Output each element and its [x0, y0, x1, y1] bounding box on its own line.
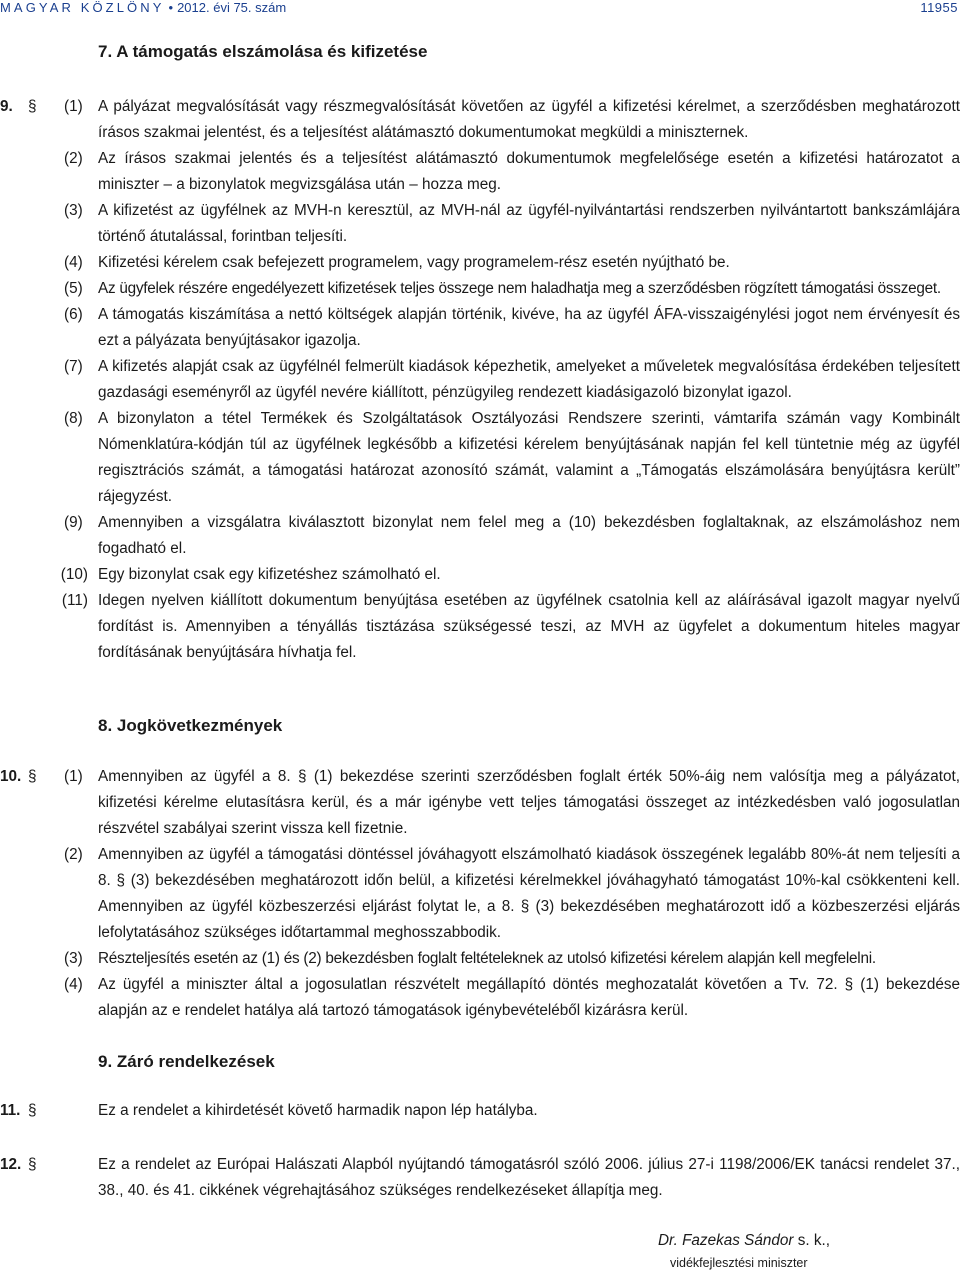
item-text: Részteljesítés esetén az (1) és (2) bekezdésben foglalt feltételeknek az utolsó kifizetési kérelem alapján kell megfelelni.: [98, 950, 876, 967]
item-text: Amennyiben a vizsgálatra kiválasztott bizonylat nem felel meg a (10) bekezdésben foglaltaknak, az elszámoláshoz nem fogadható el.: [98, 514, 960, 557]
item-number: (4): [64, 254, 83, 271]
section-symbol: §: [28, 98, 37, 115]
header-bullet: •: [168, 0, 174, 15]
section-8-body: [0, 764, 960, 1024]
page-number: 11955: [920, 0, 958, 15]
paragraph-number: 12.: [0, 1156, 22, 1173]
paragraph-11: [0, 1098, 960, 1124]
paragraph-9-item-6: [0, 302, 960, 354]
item-number: (5): [64, 280, 83, 297]
issue-number: 2012. évi 75. szám: [177, 0, 287, 15]
item-text: Az ügyfelek részére engedélyezett kifizetések teljes összege nem haladhatja meg a szerződésben rögzített támogatási összeget.: [98, 280, 941, 297]
item-text: Az ügyfél a miniszter által a jogosulatlan részvételt megállapító döntés meghozatalát követően a Tv. 72. § (1) bekezdése alapján az e rendelet hatálya alá tartozó támogatások igénybevételéből kizárásra kerül.: [98, 976, 960, 1019]
signatory-suffix: s. k.,: [793, 1232, 831, 1249]
section-symbol: §: [28, 1156, 37, 1173]
paragraph-10-item-3: [0, 946, 960, 972]
item-number: (4): [64, 976, 83, 993]
item-number: (3): [64, 950, 83, 967]
section-symbol: §: [28, 768, 37, 785]
item-text: Amennyiben az ügyfél a támogatási döntéssel jóváhagyott elszámolható kiadások összegének legalább 80%-át nem teljesíti a 8. § (3) bekezdésében meghatározott időn belül, a kifizetési kérelmekkel jóváhagyható támogatást 10%-kal csökkenteni kell. Amennyiben az ügyfél közbeszerzési eljárást folytat le, a 8. § (3) bekezdésében meghatározott idő a közbeszerzési eljárás lefolytatásához szükséges időtartammal meghosszabbodik.: [98, 846, 960, 941]
paragraph-10-item-2: [0, 842, 960, 946]
journal-name: MAGYAR KÖZLÖNY: [0, 0, 165, 15]
paragraph-12: [0, 1152, 960, 1204]
item-number: (8): [64, 410, 83, 427]
paragraph-9-item-4: [0, 250, 960, 276]
paragraph-text: Ez a rendelet az Európai Halászati Alapból nyújtandó támogatásról szóló 2006. július 27-i 1198/2006/EK tanácsi rendelet 37., 38., 40. és 41. cikkének végrehajtásához szükséges rendelkezéseket állapítja meg.: [98, 1156, 960, 1199]
item-text: A támogatás kiszámítása a nettó költségek alapján történik, kivéve, ha az ügyfél ÁFA-visszaigénylési jogot nem érvényesít és ezt a pályázata benyújtásakor igazolja.: [98, 306, 960, 349]
signature-line: [658, 1232, 830, 1250]
paragraph-9-item-11: [0, 588, 960, 666]
paragraph-10-item-1: [0, 764, 960, 842]
section-9-par-12: [0, 1152, 960, 1204]
item-text: Egy bizonylat csak egy kifizetéshez számolható el.: [98, 566, 441, 583]
paragraph-9-item-10: [0, 562, 960, 588]
paragraph-9-item-3: [0, 198, 960, 250]
section-7-body: [0, 94, 960, 666]
section-8-heading: 8. Jogkövetkezmények: [98, 716, 283, 735]
item-text: A bizonylaton a tétel Termékek és Szolgáltatások Osztályozási Rendszere szerinti, vámtarifa számán vagy Kombinált Nómenklatúra-kódján túl az ügyfélnek legkésőbb a kifizetési kérelem benyújtásának napján fel kell tüntetnie még az ügyfél regisztrációs számát, a támogatási határozat azonosító számát, valamint a „Támogatás elszámolására benyújtásra került” rájegyzést.: [98, 410, 960, 505]
item-text: Idegen nyelven kiállított dokumentum benyújtása esetében az ügyfélnek csatolnia kell az aláírásával igazolt magyar nyelvű fordítást is. Amennyiben a tényállás tisztázása szükségessé teszi, az MVH az ügyfelet a dokumentum hiteles magyar fordításának benyújtására hívhatja fel.: [98, 592, 960, 661]
journal-title: [0, 0, 286, 15]
paragraph-number: 11.: [0, 1102, 21, 1119]
paragraph-number: 10.: [0, 768, 22, 785]
item-text: Az írásos szakmai jelentés és a teljesítést alátámasztó dokumentumok megfelelősége esetén a kifizetési határozatot a miniszter – a bizonylatok megvizsgálása után – hozza meg.: [98, 150, 960, 193]
item-number: (11): [61, 592, 88, 609]
paragraph-9-item-5: [0, 276, 960, 302]
paragraph-9-item-2: [0, 146, 960, 198]
item-text: A kifizetést az ügyfélnek az MVH-n keresztül, az MVH-nál az ügyfél-nyilvántartási rendszerben nyilvántartott bankszámlájára történő átutalással, forintban teljesíti.: [98, 202, 960, 245]
paragraph-9-item-8: [0, 406, 960, 510]
signatory-name: Dr. Fazekas Sándor: [658, 1232, 794, 1249]
item-number: (7): [64, 358, 83, 375]
section-9-par-11: [0, 1098, 960, 1124]
paragraph-number: 9.: [0, 98, 13, 115]
section-7-heading: 7. A támogatás elszámolása és kifizetése: [98, 42, 428, 61]
paragraph-10-item-4: [0, 972, 960, 1024]
item-text: A kifizetés alapját csak az ügyfélnél felmerült kiadások képezhetik, amelyeket a műveletek megvalósítása érdekében teljesített gazdasági eseményről az ügyfél nevére kiállított, pénzügyileg rendezett kiadásigazoló bizonylat igazol.: [98, 358, 960, 401]
item-number: (1): [64, 98, 83, 115]
item-number: (3): [64, 202, 83, 219]
item-number: (2): [64, 846, 83, 863]
item-text: Amennyiben az ügyfél a 8. § (1) bekezdése szerinti szerződésben foglalt érték 50%-áig nem valósítja meg a pályázatot, kifizetési kérelme elutasításra kerül, és a már igénybe vett teljes támogatási összeget az intézkedésben való jogosulatlan részvétel szabályai szerint vissza kell fizetnie.: [98, 768, 960, 837]
item-text: Kifizetési kérelem csak befejezett programelem, vagy programelem-rész esetén nyújtható be.: [98, 254, 730, 271]
paragraph-9-item-9: [0, 510, 960, 562]
paragraph-9-item-1: [0, 94, 960, 146]
item-number: (1): [64, 768, 83, 785]
item-number: (10): [60, 566, 88, 583]
signatory-title: vidékfejlesztési miniszter: [670, 1256, 808, 1270]
paragraph-text: Ez a rendelet a kihirdetését követő harmadik napon lép hatályba.: [98, 1102, 538, 1119]
item-number: (2): [64, 150, 83, 167]
paragraph-9-item-7: [0, 354, 960, 406]
item-text: A pályázat megvalósítását vagy részmegvalósítását követően az ügyfél a kifizetési kérelmet, a szerződésben meghatározott írásos szakmai jelentést, és a teljesítést alátámasztó dokumentumokat megküldi a miniszternek.: [98, 98, 960, 141]
section-symbol: §: [28, 1102, 37, 1119]
item-number: (9): [64, 514, 83, 531]
section-9-heading: 9. Záró rendelkezések: [98, 1052, 275, 1071]
page-header: [0, 0, 960, 18]
item-number: (6): [64, 306, 83, 323]
